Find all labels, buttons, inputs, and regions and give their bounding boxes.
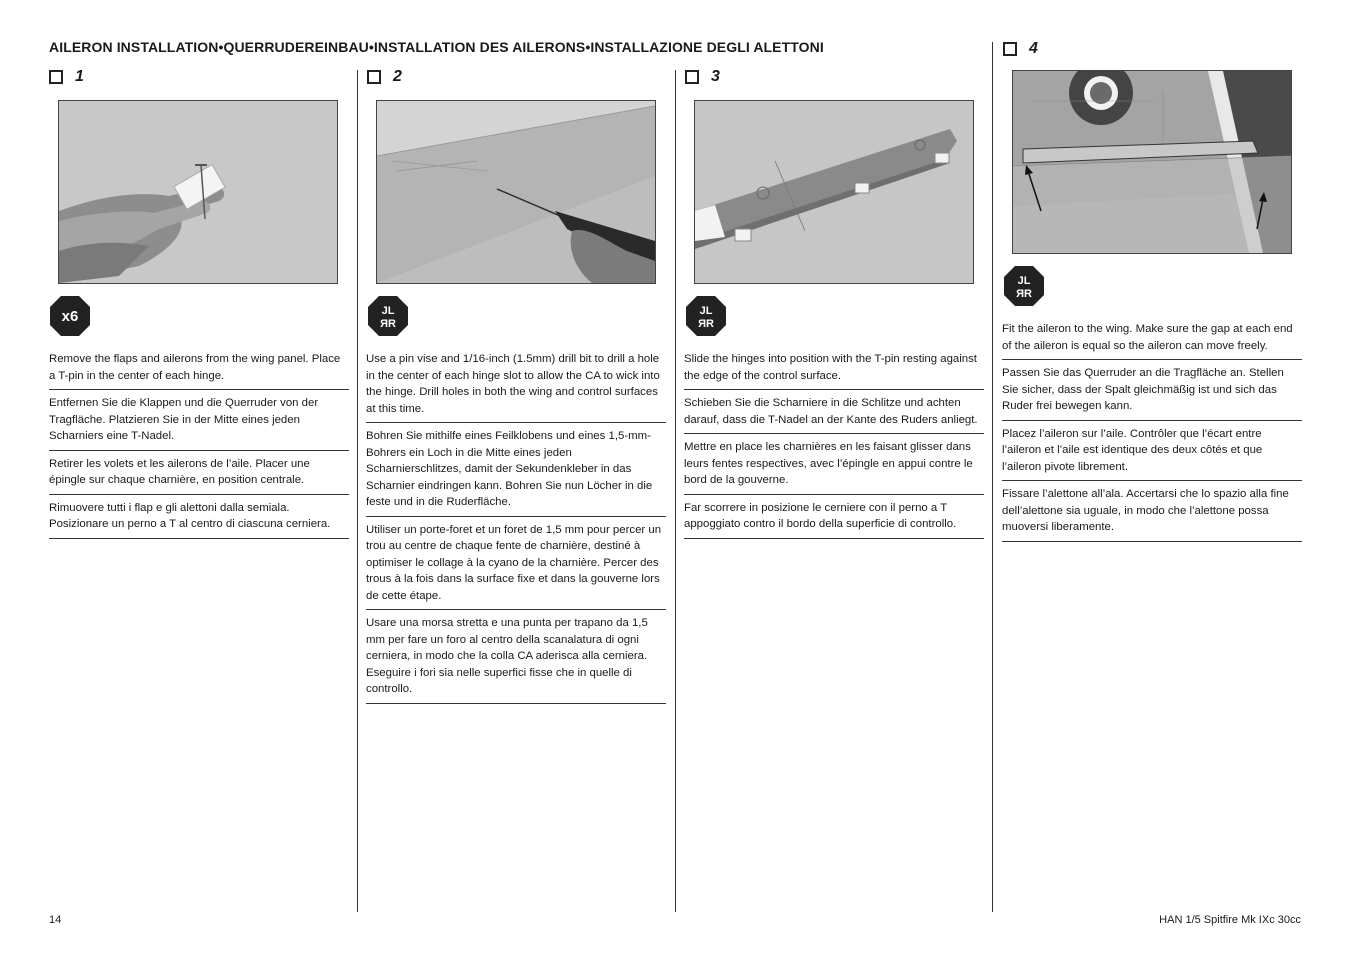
step-2-photo <box>376 100 656 284</box>
step-4-text <box>1002 321 1302 547</box>
step-4-photo <box>1012 70 1292 254</box>
step-1-header <box>49 68 84 86</box>
paragraph-it: Far scorrere in posizione le cerniere con il perno a T appoggiato contro il bordo della superficie di controllo. <box>684 500 984 539</box>
step-3-photo <box>694 100 974 284</box>
step-number: 3 <box>711 68 720 85</box>
svg-text:ЯR: ЯR <box>380 318 396 330</box>
paragraph-en: Remove the flaps and ailerons from the wing panel. Place a T-pin in the center of each hinge. <box>49 351 349 390</box>
step-3-text <box>684 351 984 544</box>
step-2-text <box>366 351 666 709</box>
left-right-symbol-icon <box>1003 265 1045 307</box>
step-1-photo <box>58 100 338 284</box>
step-1-text <box>49 351 349 544</box>
step-4-header <box>1003 40 1038 58</box>
svg-text:ЯR: ЯR <box>1016 288 1032 300</box>
product-name: HAN 1/5 Spitfire Mk IXc 30cc <box>1159 914 1301 926</box>
checkbox-icon[interactable] <box>367 70 381 84</box>
column-divider <box>675 70 676 912</box>
step-number: 4 <box>1029 40 1038 57</box>
step-3-header <box>685 68 720 86</box>
svg-text:ЯR: ЯR <box>698 318 714 330</box>
paragraph-fr: Mettre en place les charnières en les faisant glisser dans leurs fentes respectives, avec l’épingle en appui contre le bord de la gouverne. <box>684 439 984 495</box>
column-divider <box>357 70 358 912</box>
paragraph-en: Use a pin vise and 1/16-inch (1.5mm) drill bit to drill a hole in the center of each hinge slot to allow the CA to wick into the hinge. Drill holes in both the wing and control surfaces at this time. <box>366 351 666 423</box>
step-number: 1 <box>75 68 84 85</box>
paragraph-it: Rimuovere tutti i flap e gli alettoni dalla semiala. Posizionare un perno a T al centro di ciascuna cerniera. <box>49 500 349 539</box>
step-number: 2 <box>393 68 402 85</box>
paragraph-de: Schieben Sie die Scharniere in die Schlitze und achten darauf, dass die T-Nadel an der Kante des Ruders anliegt. <box>684 395 984 434</box>
step-2-header <box>367 68 402 86</box>
left-right-symbol-icon <box>367 295 409 337</box>
paragraph-fr: Retirer les volets et les ailerons de l’aile. Placer une épingle sur chaque charnière, en position centrale. <box>49 456 349 495</box>
paragraph-de: Passen Sie das Querruder an die Tragfläche an. Stellen Sie sicher, dass der Spalt gleichmäßig ist und sich das Ruder frei bewegen kann. <box>1002 365 1302 421</box>
quantity-badge <box>49 295 91 337</box>
paragraph-it: Fissare l’alettone all’ala. Accertarsi che lo spazio alla fine dell’alettone sia uguale, in modo che l’alettone possa muoversi liberamente. <box>1002 486 1302 542</box>
paragraph-de: Entfernen Sie die Klappen und die Querruder von der Tragfläche. Platzieren Sie in der Mitte eines jeden Scharniers eine T-Nadel. <box>49 395 349 451</box>
page-title: AILERON INSTALLATION•QUERRUDEREINBAU•INSTALLATION DES AILERONS•INSTALLAZIONE DEGLI ALETTONI <box>49 39 824 55</box>
page-number: 14 <box>49 914 62 926</box>
paragraph-en: Fit the aileron to the wing. Make sure the gap at each end of the aileron is equal so the aileron can move freely. <box>1002 321 1302 360</box>
svg-text:JL: JL <box>381 305 395 317</box>
checkbox-icon[interactable] <box>685 70 699 84</box>
svg-text:JL: JL <box>699 305 713 317</box>
paragraph-fr: Placez l’aileron sur l’aile. Contrôler que l’écart entre l’aileron et l’aile est identique des deux côtés et que l’aileron pivote librement. <box>1002 426 1302 482</box>
paragraph-en: Slide the hinges into position with the T-pin resting against the edge of the control surface. <box>684 351 984 390</box>
paragraph-fr: Utiliser un porte-foret et un foret de 1,5 mm pour percer un trou au centre de chaque fente de charnière, destiné à optimiser le collage à la cyano de la charnière. Percer des trous à la fois dans la surface fixe et dans la gouverne lors de cette étape. <box>366 522 666 611</box>
paragraph-it: Usare una morsa stretta e una punta per trapano da 1,5 mm per fare un foro al centro della scanalatura di ogni cerniera, in modo che la colla CA aderisca alla cerniera. Eseguire i fori sia nelle superfici fisse che in quelle di controllo. <box>366 615 666 704</box>
checkbox-icon[interactable] <box>1003 42 1017 56</box>
svg-text:JL: JL <box>1017 275 1031 287</box>
badge-count: x6 <box>61 308 79 325</box>
left-right-symbol-icon <box>685 295 727 337</box>
checkbox-icon[interactable] <box>49 70 63 84</box>
paragraph-de: Bohren Sie mithilfe eines Feilklobens und eines 1,5-mm-Bohrers ein Loch in die Mitte eines jeden Scharnierschlitzes, damit der Sekundenkleber in das Scharnier eindringen kann. Bohren Sie nun Löcher in die feste und in die Ruderfläche. <box>366 428 666 517</box>
column-divider <box>992 42 993 912</box>
